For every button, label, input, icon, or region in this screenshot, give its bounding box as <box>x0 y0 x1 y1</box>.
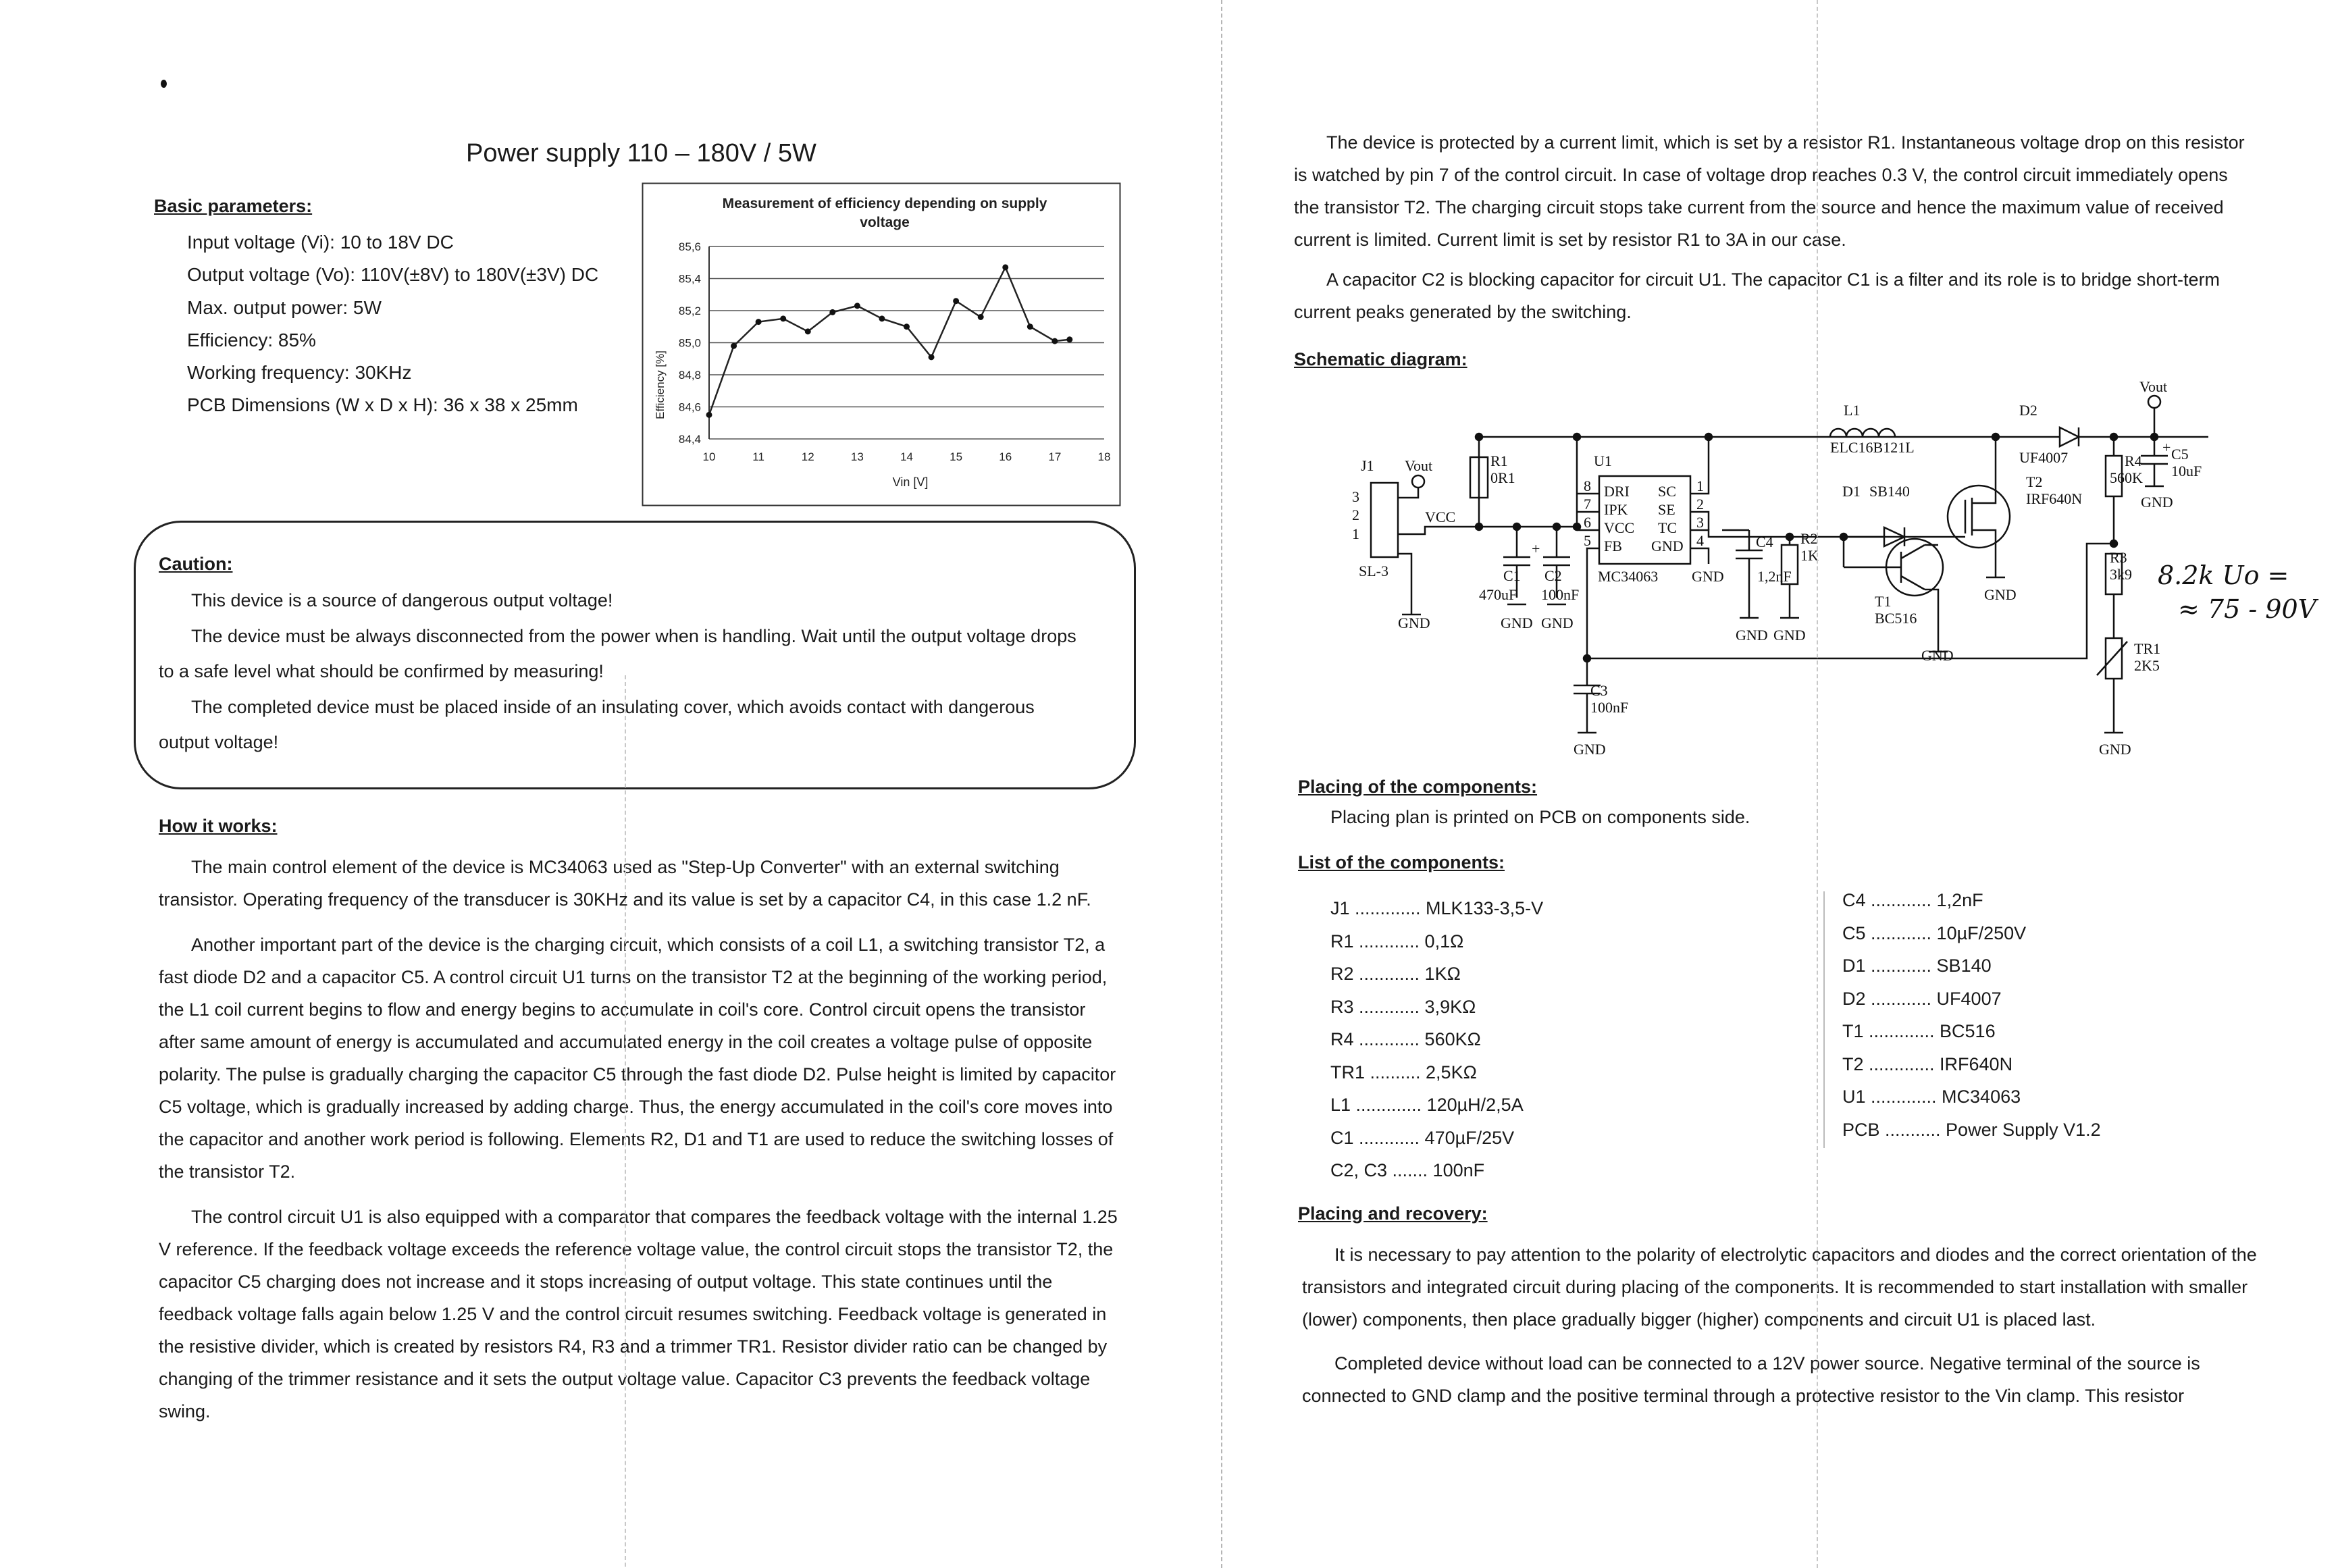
text-line: current is limited. Current limit is set by resistor R1 to 3A in our case. <box>1294 230 1846 250</box>
text-line: transistors and integrated circuit during placing of the components. It is recommended to start installation with smaller <box>1302 1277 2248 1297</box>
chart-x-tick-label: 14 <box>900 450 913 463</box>
chart-point <box>706 412 712 418</box>
feedback-rail <box>1587 544 2114 658</box>
wire <box>1925 590 1938 652</box>
component-value: 120µH/2,5A <box>1426 1095 1524 1115</box>
text-line: is watched by pin 7 of the control circuit. In case of voltage drop reaches 0.3 V, the control circuit immediately opens <box>1294 165 2228 185</box>
param-efficiency: Efficiency: 85% <box>187 330 316 350</box>
d1-part: SB140 <box>1869 483 1910 500</box>
component-ref: R2 ............ <box>1330 964 1425 984</box>
component-ref: D2 ............ <box>1842 988 1937 1009</box>
component-row <box>1330 931 1463 952</box>
component-value: IRF640N <box>1940 1053 2013 1074</box>
chart-y-tick-label: 85,0 <box>678 336 701 350</box>
chart-title-line1: Measurement of efficiency depending on supply <box>722 196 1047 211</box>
c4-label: C4 <box>1756 533 1773 550</box>
r4-label: R4 <box>2125 452 2142 469</box>
j1-connector <box>1371 483 1398 557</box>
t2-mosfet <box>1948 486 2010 548</box>
l1-part: ELC16B121L <box>1830 439 1915 456</box>
component-ref: R1 ............ <box>1330 931 1425 951</box>
component-row <box>1330 1095 1524 1116</box>
gnd-label: GND <box>1398 615 1430 631</box>
d2-label: D2 <box>2019 402 2037 419</box>
chart-x-tick-label: 10 <box>702 450 716 463</box>
component-ref: T2 ............. <box>1842 1053 1940 1074</box>
component-ref: R3 ............ <box>1330 996 1425 1017</box>
gnd-label: GND <box>1692 568 1724 585</box>
chart-x-tick-label: 11 <box>752 450 764 463</box>
text-line: C5 voltage, which is gradually increased by adding charge. Thus, the energy accumulated in the coil's core moves into <box>159 1097 1113 1117</box>
component-ref: TR1 .......... <box>1330 1062 1426 1082</box>
u1-pin-label: SC <box>1658 483 1676 500</box>
how-it-works-paragraph-2 <box>159 929 1141 1188</box>
chart-x-tick-label: 15 <box>950 450 963 463</box>
chart-point <box>904 323 910 330</box>
chart-point <box>879 315 885 321</box>
u1-part: MC34063 <box>1598 568 1659 585</box>
gnd-label: GND <box>1501 615 1533 631</box>
text-line: Completed device without load can be connected to a 12V power source. Negative terminal of the source is <box>1334 1353 2200 1374</box>
u1-pin-number: 8 <box>1584 477 1591 494</box>
chart-point <box>1027 323 1033 330</box>
c3-value: 100nF <box>1590 699 1629 716</box>
component-row <box>1842 956 1992 976</box>
r4-value: 560K <box>2110 469 2143 486</box>
u1-pin-number: 6 <box>1584 514 1591 531</box>
efficiency-chart <box>642 182 1121 506</box>
vout-label: Vout <box>2139 378 2168 395</box>
text-line: swing. <box>159 1401 211 1421</box>
u1-pin-label: VCC <box>1604 519 1635 536</box>
chart-title-line2: voltage <box>860 215 910 230</box>
component-value: 3,9KΩ <box>1424 996 1476 1017</box>
component-ref: T1 ............. <box>1842 1021 1940 1041</box>
component-ref: PCB ........... <box>1842 1119 1946 1140</box>
chart-point <box>1002 264 1008 270</box>
text-line: the resistive divider, which is created by resistors R4, R3 and a trimmer TR1. Resistor divider ratio can be changed by <box>159 1336 1108 1357</box>
junction <box>1992 434 1999 440</box>
how-it-works-heading: How it works: <box>159 816 278 836</box>
scan-fold-line <box>1817 0 1818 1568</box>
u1-pin-label: GND <box>1651 538 1684 554</box>
u1-pin-label: FB <box>1604 538 1622 554</box>
u1-pin-number: 1 <box>1696 477 1704 494</box>
u1-label: U1 <box>1594 452 1612 469</box>
component-value: 10µF/250V <box>1936 922 2027 943</box>
component-row <box>1330 1128 1514 1149</box>
c4-value: 1,2nF <box>1757 568 1792 585</box>
chart-x-tick-label: 17 <box>1048 450 1062 463</box>
wire <box>1587 548 1599 658</box>
component-ref: C5 ............ <box>1842 922 1937 943</box>
placing-text: Placing plan is printed on PCB on components side. <box>1330 807 1750 827</box>
chart-x-tick-label: 12 <box>801 450 814 463</box>
caution-line-2: The device must be always disconnected from the power when is handling. Wait until the output voltage drops <box>191 626 1076 646</box>
chart-point <box>1066 336 1072 342</box>
c1-label: C1 <box>1503 567 1521 584</box>
c1-plus: + <box>1532 540 1540 557</box>
u1-pin-number: 5 <box>1584 532 1591 549</box>
recovery-paragraph-2 <box>1302 1347 2329 1412</box>
c2-label: C2 <box>1544 567 1562 584</box>
j1-vout-terminal <box>1412 475 1424 488</box>
schematic-heading: Schematic diagram: <box>1294 349 1467 369</box>
component-ref: C2, C3 ....... <box>1330 1160 1433 1180</box>
chart-point <box>780 315 786 321</box>
components-divider <box>1823 891 1825 1148</box>
text-line: It is necessary to pay attention to the polarity of electrolytic capacitors and diodes and the correct orientation of the <box>1334 1245 2257 1265</box>
gnd-label: GND <box>1736 627 1768 644</box>
handwritten-note-2: ≈ 75 - 90V <box>2178 594 2317 624</box>
c5-label: C5 <box>2171 446 2189 463</box>
vout-terminal <box>2148 396 2160 408</box>
u1-pin-label: TC <box>1658 519 1678 536</box>
l1-label: L1 <box>1844 402 1861 419</box>
j1-label: J1 <box>1361 457 1374 474</box>
text-line: fast diode D2 and a capacitor C5. A control circuit U1 turns on the transistor T2 at the beginning of the working period, <box>159 967 1108 987</box>
c5-plus: + <box>2162 439 2171 456</box>
scan-fold-line <box>625 675 626 1567</box>
component-value: UF4007 <box>1936 988 2002 1009</box>
basic-parameters-heading: Basic parameters: <box>154 196 313 216</box>
text-line: the capacitor and another work period is following. Elements R2, D1 and T1 are used to reduce the switching losses of <box>159 1129 1114 1149</box>
t1-collector <box>1901 545 1925 558</box>
component-ref: L1 ............. <box>1330 1095 1427 1115</box>
u1-pin-number: 2 <box>1696 496 1704 513</box>
component-row <box>1330 1062 1477 1083</box>
r3-label: R3 <box>2110 549 2127 566</box>
component-row <box>1330 1029 1481 1050</box>
u1-pin-label: IPK <box>1604 501 1628 518</box>
text-line: polarity. The pulse is gradually charging the capacitor C5 through the fast diode D2. Pulse height is limited by capacitor <box>159 1064 1116 1084</box>
l1-inductor <box>1830 429 1895 437</box>
c1-value: 470uF <box>1479 586 1517 603</box>
gnd-label: GND <box>2141 494 2173 511</box>
u1-pin-label: DRI <box>1604 483 1630 500</box>
component-value: 560KΩ <box>1424 1029 1481 1049</box>
component-value: MLK133-3,5-V <box>1426 898 1544 918</box>
chart-y-label: Efficiency [%] <box>654 350 667 419</box>
chart-x-tick-label: 13 <box>850 450 864 463</box>
how-it-works-paragraph-3 <box>159 1201 1141 1428</box>
tr1-label: TR1 <box>2134 640 2161 657</box>
chart-point <box>854 303 860 309</box>
caution-line-4: The completed device must be placed inside of an insulating cover, which avoids contact with dangerous <box>191 697 1035 717</box>
intro-paragraph-1 <box>1294 126 2320 256</box>
component-row <box>1330 964 1461 985</box>
chart-point <box>829 309 835 315</box>
chart-y-tick-label: 85,2 <box>678 305 701 317</box>
chart-point <box>1051 338 1058 344</box>
junction <box>1786 533 1793 540</box>
chart-x-label: Vin [V] <box>892 475 929 489</box>
j1-type-label: SL-3 <box>1359 563 1388 579</box>
chart-x-ticks <box>703 450 1111 463</box>
gnd-label: GND <box>1921 647 1954 664</box>
how-it-works-paragraph-1 <box>159 851 1141 916</box>
text-line: after same amount of energy is accumulated and accumulated energy in the coil creates a voltage pulse of opposite <box>159 1032 1093 1052</box>
intro-paragraph-2 <box>1294 263 2320 328</box>
c5-value: 10uF <box>2171 463 2202 479</box>
component-row <box>1842 923 2026 944</box>
text-line: capacitor C5 charging does not increase and it stops increasing of output voltage. This state continues until the <box>159 1272 1053 1292</box>
param-pcb-dimensions: PCB Dimensions (W x D x H): 36 x 38 x 25mm <box>187 394 578 415</box>
component-value: 1,2nF <box>1936 890 1983 910</box>
caution-heading: Caution: <box>159 554 233 574</box>
chart-y-tick-label: 85,6 <box>678 240 701 253</box>
t1-emitter <box>1901 576 1925 590</box>
chart-point <box>731 343 737 349</box>
chart-y-tick-label: 84,4 <box>678 433 701 446</box>
t2-part: IRF640N <box>2026 490 2083 507</box>
t1-label: T1 <box>1875 593 1892 610</box>
caution-line-3: to a safe level what should be confirmed by measuring! <box>159 661 604 681</box>
text-line: the L1 coil current begins to flow and energy begins to accumulate in coil's core. Control circuit opens the transistor <box>159 999 1086 1020</box>
c2-value: 100nF <box>1541 586 1580 603</box>
t2-label: T2 <box>2026 473 2043 490</box>
j1-pin-2: 2 <box>1352 506 1359 523</box>
c3-label: C3 <box>1590 682 1608 699</box>
r1-value: 0R1 <box>1490 469 1515 486</box>
param-input-voltage: Input voltage (Vi): 10 to 18V DC <box>187 232 454 253</box>
text-line: the transistor T2. <box>159 1161 296 1182</box>
component-row <box>1842 890 1983 911</box>
u1-pin-number: 4 <box>1696 532 1704 549</box>
text-line: the transistor T2. The charging circuit stops take current from the source and hence the maximum value of received <box>1294 197 2224 217</box>
text-line: current peaks generated by the switching. <box>1294 302 1632 322</box>
gnd-label: GND <box>1984 586 2017 603</box>
chart-point <box>756 319 762 325</box>
u1-pin-number: 3 <box>1696 514 1704 531</box>
component-ref: D1 ............ <box>1842 956 1937 976</box>
r1-label: R1 <box>1490 452 1508 469</box>
param-frequency: Working frequency: 30KHz <box>187 362 412 383</box>
text-line: feedback voltage falls again below 1.25 V and the control circuit resumes switching. Feedback voltage is generated in <box>159 1304 1107 1324</box>
d2-diode <box>2060 427 2079 446</box>
component-row <box>1842 989 2002 1010</box>
component-ref: C4 ............ <box>1842 890 1937 910</box>
j1-vout-label: Vout <box>1405 457 1433 474</box>
component-row <box>1330 1160 1484 1181</box>
wire <box>1398 527 1479 534</box>
component-row <box>1842 1054 2012 1075</box>
document-title: Power supply 110 – 180V / 5W <box>466 139 816 167</box>
junction <box>1476 523 1482 530</box>
component-value: SB140 <box>1936 956 1992 976</box>
text-line: A capacitor C2 is blocking capacitor for circuit U1. The capacitor C1 is a filter and its role is to bridge short-term <box>1326 269 2220 290</box>
text-line: V reference. If the feedback voltage exceeds the reference voltage value, the control circuit stops the transistor T2, the <box>159 1239 1114 1259</box>
chart-point <box>805 328 811 334</box>
chart-y-tick-label: 84,8 <box>678 369 701 382</box>
component-ref: C1 ............ <box>1330 1127 1425 1148</box>
gnd-label: GND <box>1541 615 1574 631</box>
right-page <box>1222 0 2338 1568</box>
d1-label: D1 <box>1842 483 1861 500</box>
component-row <box>1330 997 1476 1018</box>
component-ref: R4 ............ <box>1330 1029 1425 1049</box>
component-row <box>1842 1021 1996 1042</box>
tr1-value: 2K5 <box>2134 657 2160 674</box>
param-max-power: Max. output power: 5W <box>187 297 382 318</box>
j1-pin-1: 1 <box>1352 525 1359 542</box>
component-value: Power Supply V1.2 <box>1946 1119 2101 1140</box>
caution-line-1: This device is a source of dangerous output voltage! <box>191 590 613 610</box>
junction <box>1553 523 1560 530</box>
component-row <box>1330 898 1543 919</box>
placing-heading: Placing of the components: <box>1298 777 1538 797</box>
component-value: BC516 <box>1940 1021 1996 1041</box>
page-mark <box>161 80 167 88</box>
wire <box>1398 554 1411 611</box>
component-value: 470µF/25V <box>1424 1127 1515 1148</box>
text-line: The control circuit U1 is also equipped with a comparator that compares the feedback voltage with the internal 1.25 <box>191 1207 1118 1227</box>
text-line: (lower) components, then place gradually bigger (higher) components and circuit U1 is placed last. <box>1302 1309 2096 1330</box>
gnd-label: GND <box>1574 741 1606 758</box>
recovery-paragraph-1 <box>1302 1238 2329 1336</box>
component-value: 100nF <box>1432 1160 1485 1180</box>
component-ref: U1 ............. <box>1842 1087 1942 1107</box>
component-row <box>1842 1120 2101 1141</box>
wire <box>1972 530 1996 577</box>
gnd-label: GND <box>2099 741 2131 758</box>
t1-part: BC516 <box>1875 610 1917 627</box>
vcc-label: VCC <box>1425 508 1456 525</box>
component-value: MC34063 <box>1942 1087 2021 1107</box>
r2-label: R2 <box>1800 530 1818 547</box>
chart-point <box>929 354 935 360</box>
d2-part: UF4007 <box>2019 449 2069 466</box>
chart-point <box>953 298 959 304</box>
handwritten-note-1: 8.2k Uo = <box>2158 560 2289 590</box>
text-line: connected to GND clamp and the positive terminal through a protective resistor to the Vin clamp. This resistor <box>1302 1386 2185 1406</box>
component-value: 0,1Ω <box>1424 931 1464 951</box>
u1-pin-number: 7 <box>1584 496 1591 513</box>
param-output-voltage: Output voltage (Vo): 110V(±8V) to 180V(±3V) DC <box>187 264 599 285</box>
component-ref: J1 ............. <box>1330 898 1426 918</box>
wire <box>1690 548 1709 564</box>
chart-y-tick-label: 84,6 <box>678 400 701 414</box>
wire <box>1690 530 1958 537</box>
components-heading: List of the components: <box>1298 852 1505 872</box>
r3-value: 3k9 <box>2110 566 2132 583</box>
chart-x-tick-label: 18 <box>1097 450 1111 463</box>
tr1-trimmer <box>2106 638 2122 679</box>
junction <box>1476 434 1482 440</box>
component-value: 2,5KΩ <box>1426 1062 1477 1082</box>
recovery-heading: Placing and recovery: <box>1298 1203 1488 1224</box>
chart-point <box>978 314 984 320</box>
text-line: changing of the trimmer resistance and it sets the output voltage value. Capacitor C3 prevents the feedback voltage <box>159 1369 1091 1389</box>
text-line: Another important part of the device is the charging circuit, which consists of a coil L1, a switching transistor T2, a <box>191 935 1106 955</box>
text-line: The main control element of the device is MC34063 used as "Step-Up Converter" with an external switching <box>191 857 1060 877</box>
schematic-diagram <box>1344 375 2337 780</box>
text-line: transistor. Operating frequency of the transducer is 30KHz and its value is set by a capacitor C4, in this case 1.2 nF. <box>159 889 1091 910</box>
u1-pin-label: SE <box>1658 501 1675 518</box>
j1-pin-3: 3 <box>1352 488 1359 505</box>
chart-x-tick-label: 16 <box>999 450 1012 463</box>
caution-line-5: output voltage! <box>159 732 279 752</box>
r2-value: 1K <box>1800 547 1819 564</box>
component-row <box>1842 1087 2021 1107</box>
wire <box>1972 437 1996 503</box>
text-line: The device is protected by a current limit, which is set by a resistor R1. Instantaneous voltage drop on this resistor <box>1326 132 2245 153</box>
wire <box>1398 488 1418 498</box>
chart-y-tick-label: 85,4 <box>678 272 701 286</box>
gnd-label: GND <box>1773 627 1806 644</box>
component-value: 1KΩ <box>1424 964 1461 984</box>
